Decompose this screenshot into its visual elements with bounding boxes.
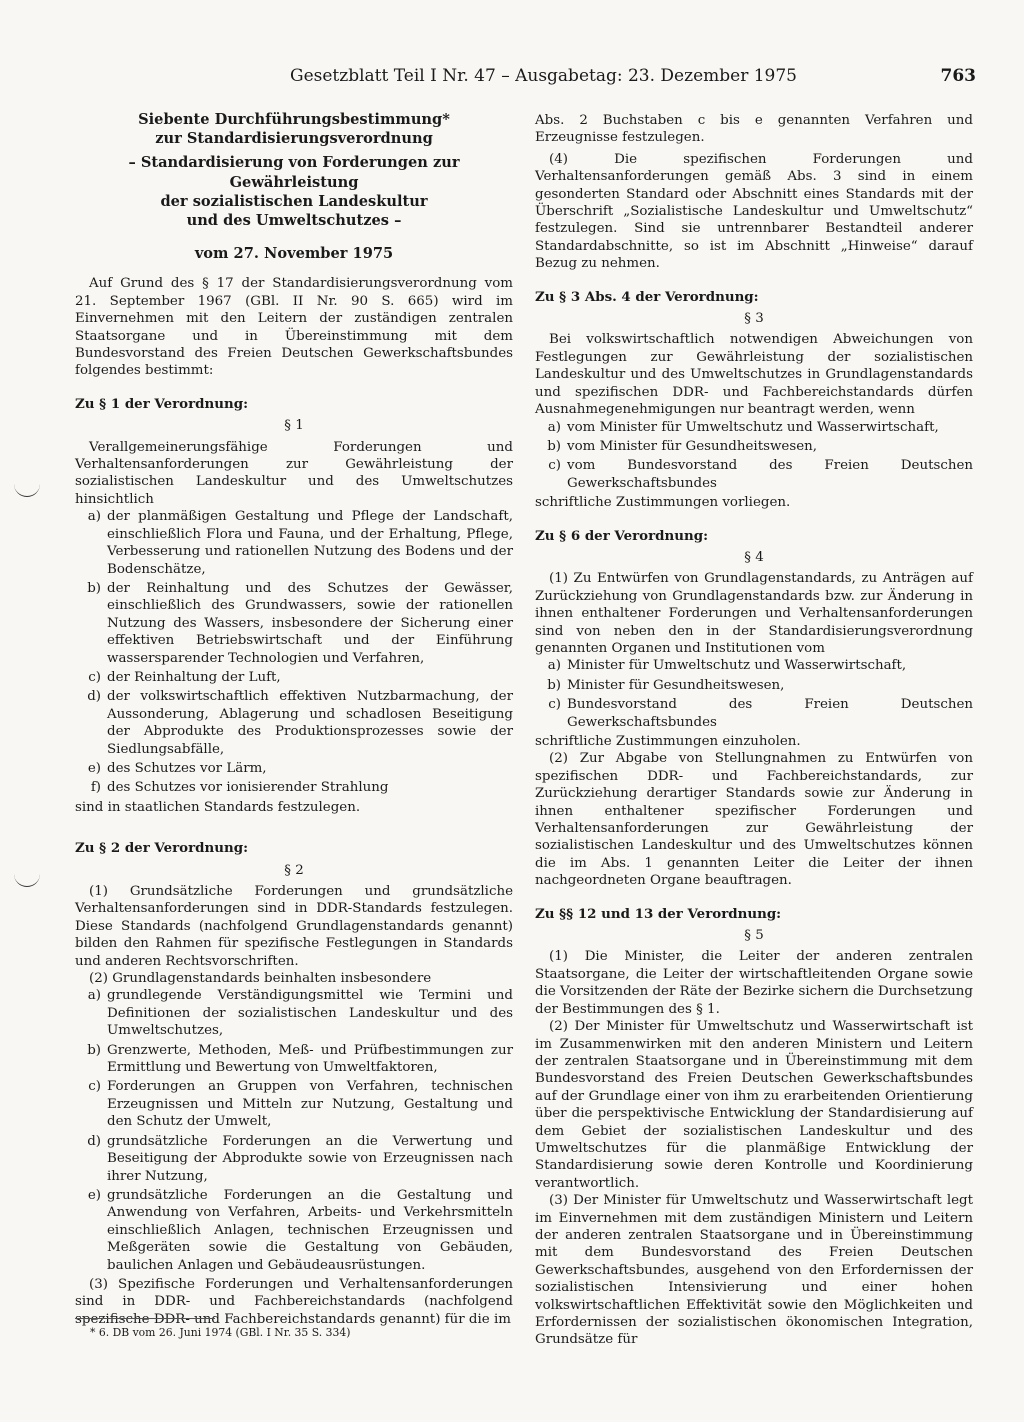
list-item: e) des Schutzes vor Lärm, (87, 760, 267, 776)
section-heading: Zu § 2 der Verordnung: (75, 840, 249, 857)
list-item: c) vom Bundesvorstand des Freien Deutschen Gewerkschaftsbundes (548, 458, 973, 491)
paragraph-number: § 4 (744, 549, 764, 565)
doc-title: zur Standardisierungsverordnung (155, 130, 433, 148)
margin-mark (14, 482, 40, 497)
right-column (535, 112, 973, 1349)
paragraph-text: Verallgemeinerungsfähige Forderungen und Verhaltensanforderungen zur Gewährleistung der sozialistischen Landeskultur und des Umweltschutzes hinsichtlich (75, 439, 513, 507)
paragraph-number: § 1 (284, 418, 304, 434)
paragraph-text: (3) Der Minister für Umweltschutz und Wasserwirtschaft legt im Einvernehmen mit dem zuständigen Ministern und Leitern der anderen zentralen Staatsorgane und in Übereinstimmung mit dem Bundesvorstand des Freien Deutschen Gewerkschaftsbundes, ausgehend von den Erfordernissen der sozialistischen Intensivierung und einer hohen volkswirtschaftlichen Effektivität sowie den Möglichkeiten und Erfordernissen der sozialistischen ökonomischen Integration, Grundsätze für (535, 1193, 973, 1348)
paragraph-text: (2) Zur Abgabe von Stellungnahmen zu Entwürfen von spezifischen DDR- und Fachbereichstandards, zur Zurückziehung derartiger Standards sowie zur Änderung in ihnen enthaltener spezifischer Forderungen und Verhaltensanforderungen zur Gewährleistung der sozialistischen Landeskultur und des Umweltschutzes können die im Abs. 1 genannten Leiter die Leiter der ihnen nachgeordneten Organe beauftragen. (535, 751, 973, 889)
list-item: b) vom Minister für Gesundheitswesen, (547, 438, 818, 454)
header-title: Gesetzblatt Teil I Nr. 47 – Ausgabetag: 23. Dezember 1975 (290, 66, 797, 86)
list-item: f) des Schutzes vor ionisierender Strahlung (90, 780, 389, 796)
list-item: d) grundsätzliche Forderungen an die Verwertung und Beseitigung der Abprodukte sowie von Erzeugnissen nach ihrer Nutzung, (87, 1133, 513, 1184)
paragraph-text: (1) Zu Entwürfen von Grundlagenstandards, zu Anträgen auf Zurückziehung von Grundlagenstandards bzw. zur Änderung in ihnen enthaltener Forderungen und Verhaltensanforderungen sind von neben den in der Standardisierungsverordnung genannten Organen und Institutionen vom (535, 571, 973, 656)
list-item: a) der planmäßigen Gestaltung und Pflege der Landschaft, einschließlich Flora und Fauna, und der Erhaltung, Pflege, Verbesserung und rationellen Nutzung des Bodens und der Bodenschätze, (87, 509, 513, 577)
paragraph-text: (2) Der Minister für Umweltschutz und Wasserwirtschaft ist im Zusammenwirken mit den anderen Ministern und Leitern der zentralen Staatsorgane und in Übereinstimmung mit dem Bundesvorstand des Freien Deutschen Gewerkschaftsbundes auf der Grundlage einer von ihm zu erarbeitenden Orientierung über die perspektivische Entwicklung der Standardisierung auf dem Gebiet der sozialistischen Landeskultur und des Umweltschutzes für die planmäßige Entwicklung der Standardisierung sowie deren Kontrolle und Koordinierung verantwortlich. (535, 1019, 973, 1191)
item-list (535, 419, 973, 493)
paragraph-number: § 5 (744, 928, 764, 944)
doc-subtitle: der sozialistischen Landeskultur (160, 192, 428, 210)
section-heading: Zu § 6 der Verordnung: (535, 527, 709, 544)
paragraph-text: Bei volkswirtschaftlich notwendigen Abweichungen von Festlegungen zur Gewährleistung der sozialistischen Landeskultur und des Umweltschutzes in Grundlagenstandards und spezifischen DDR- und Fachbereichstandards dürfen Ausnahmegenehmigungen nur beantragt werden, wenn (535, 332, 973, 418)
list-item: a) Minister für Umweltschutz und Wasserwirtschaft, (547, 658, 907, 674)
list-item: a) grundlegende Verständigungsmittel wie Termini und Definitionen der sozialistischen Landeskultur und des Umweltschutzes, (87, 988, 513, 1039)
list-item: d) der volkswirtschaftlich effektiven Nutzbarmachung, der Aussonderung, Ablagerung und schadlosen Beseitigung der Abprodukte des Produktionsprozesses sowie der Siedlungsabfälle, (87, 689, 513, 757)
list-item: b) Grenzwerte, Methoden, Meß- und Prüfbestimmungen zur Ermittlung und Bewertung von Umweltfaktoren, (87, 1042, 513, 1076)
paragraph-text: (3) Spezifische Forderungen und Verhaltensanforderungen sind in DDR- und Fachbereichstandards (nachfolgend spezifische DDR- und Fachbereichstandards genannt) für die im (75, 1276, 513, 1327)
list-item: b) der Reinhaltung und des Schutzes der Gewässer, einschließlich des Grundwassers, sowie der rationellen Nutzung des Wassers, insbesondere der Sicherung einer effektiven Betriebswirtschaft und der Einführung wassersparender Technologien und Verfahren, (87, 580, 513, 666)
paragraph-text: (2) Grundlagenstandards beinhalten insbesondere (89, 971, 432, 987)
doc-subtitle: – Standardisierung von Forderungen zur Gewährleistung (128, 154, 460, 191)
page-number: 763 (940, 66, 976, 86)
footnote: * 6. DB vom 26. Juni 1974 (GBl. I Nr. 35 S. 334) (90, 1326, 351, 1339)
intro-paragraph: Auf Grund des § 17 der Standardisierungsverordnung vom 21. September 1967 (GBl. II Nr. 90 S. 665) wird im Einvernehmen mit den Leitern der zuständigen zentralen Staatsorgane und in Übereinstimmung mit dem Bundesvorstand des Freien Deutschen Gewerkschaftsbundes folgendes bestimmt: (75, 276, 513, 379)
paragraph-text: schriftliche Zustimmungen einzuholen. (535, 734, 801, 749)
list-item: c) der Reinhaltung der Luft, (88, 669, 281, 685)
paragraph-text: (1) Die Minister, die Leiter der anderen zentralen Staatsorgane, die Leiter der wirtschaftleitenden Organe sowie die Vorsitzenden der Räte der Bezirke sichern die Durchsetzung der Bestimmungen des § 1. (535, 949, 973, 1017)
paragraph-text: schriftliche Zustimmungen vorliegen. (535, 495, 791, 511)
paragraph-text: sind in staatlichen Standards festzulegen. (75, 799, 361, 815)
list-item: b) Minister für Gesundheitswesen, (547, 677, 785, 693)
section-heading: Zu §§ 12 und 13 der Verordnung: (535, 905, 782, 922)
paragraph-text: (1) Grundsätzliche Forderungen und grundsätzliche Verhaltensanforderungen sind in DDR-Standards festzulegen. Diese Standards (nachfolgend Grundlagenstandards genannt) bilden den Rahmen für spezifische Festlegungen in Standards und anderen Rechtsvorschriften. (75, 884, 513, 969)
margin-mark (14, 872, 40, 887)
paragraph-number: § 2 (284, 862, 304, 878)
item-list (535, 657, 973, 731)
doc-subtitle: und des Umweltschutzes – (186, 212, 402, 230)
item-list (75, 987, 513, 1274)
item-list (75, 508, 513, 797)
doc-date: vom 27. November 1975 (194, 245, 394, 263)
list-item: c) Forderungen an Gruppen von Verfahren, technischen Erzeugnissen und Mitteln zur Nutzung, Gestaltung und den Schutz der Umwelt, (88, 1079, 513, 1130)
list-item: e) grundsätzliche Forderungen an die Gestaltung und Anwendung von Verfahren, Arbeits- und Verkehrsmitteln einschließlich Anlagen, technischen Erzeugnissen und Meßgeräten sowie die Gestaltung von Gebäuden, baulichen Anlagen und Gebäudeausrüstungen. (87, 1187, 513, 1273)
page-header (290, 66, 990, 86)
paragraph-text: (4) Die spezifischen Forderungen und Verhaltensanforderungen gemäß Abs. 3 sind in einem gesonderten Standard oder Abschnitt eines Standards mit der Überschrift „Sozialistische Landeskultur und Umweltschutz“ festzulegen. Sind sie untrennbarer Bestandteil anderer Standardabschnitte, so ist im Abschnitt „Hinweise“ darauf Bezug zu nehmen. (535, 151, 973, 272)
footnote-rule (75, 1318, 215, 1319)
section-heading: Zu § 1 der Verordnung: (75, 395, 249, 412)
section-heading: Zu § 3 Abs. 4 der Verordnung: (535, 288, 759, 305)
list-item: c) Bundesvorstand des Freien Deutschen Gewerkschaftsbundes (548, 697, 973, 730)
left-column (75, 110, 513, 1328)
paragraph-text: Abs. 2 Buchstaben c bis e genannten Verfahren und Erzeugnisse festzulegen. (535, 113, 973, 146)
list-item: a) vom Minister für Umweltschutz und Wasserwirtschaft, (547, 419, 939, 435)
doc-title: Siebente Durchführungsbestimmung* (138, 111, 450, 128)
paragraph-number: § 3 (744, 311, 764, 327)
